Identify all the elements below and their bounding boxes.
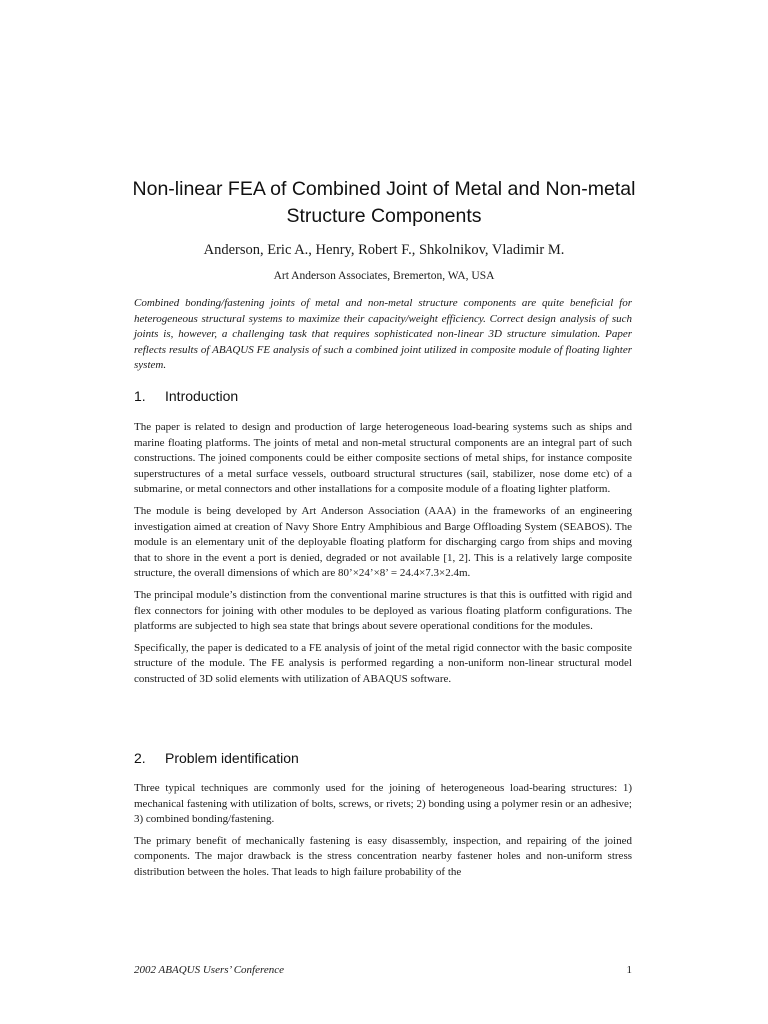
paragraph: The paper is related to design and production of large heterogeneous load-bearing systems such as ships and marine floating platforms. The joints of metal and non-metal structural components are an integral part of such constructions. The joined components could be either composite sections of metal ships, for instance composite superstructures of a metal surface vessels, outboard structural structures (sail, stabilizer, nose dome etc) of a submarine, or metal connectors and other installations for a composite module of a floating lighter platform. bbox=[134, 421, 632, 496]
section-title: Introduction bbox=[165, 388, 239, 404]
paper-abstract: Combined bonding/fastening joints of metal and non-metal structure components are quite beneficial for heterogeneous structural systems to maximize their capacity/weight efficiency. Correct design analysis of such joints is, however, a challenging task that requires sophisticated non-linear 3D structure simulation. Paper reflects results of ABAQUS FE analysis of such a combined joint utilized in composite module of floating lighter system. bbox=[134, 297, 632, 372]
section-number: 2. bbox=[134, 750, 146, 766]
paragraph: The primary benefit of mechanically fastening is easy disassembly, inspection, and repairing of the joined components. The major drawback is the stress concentration nearby fastener holes and non-uniform stress distribution between the holes. That leads to high failure probability of the bbox=[134, 834, 632, 878]
section-body-introduction bbox=[134, 420, 632, 694]
section-heading-introduction bbox=[134, 387, 238, 405]
footer-conference: 2002 ABAQUS Users’ Conference bbox=[134, 964, 285, 976]
section-heading-problem-identification bbox=[134, 749, 299, 767]
section-number: 1. bbox=[134, 388, 146, 404]
section-body-problem-identification bbox=[134, 781, 632, 887]
paper-affiliation: Art Anderson Associates, Bremerton, WA, USA bbox=[273, 270, 495, 282]
footer-page-number: 1 bbox=[626, 964, 632, 976]
paper-authors: Anderson, Eric A., Henry, Robert F., Shkolnikov, Vladimir M. bbox=[203, 242, 565, 258]
paragraph: Specifically, the paper is dedicated to a FE analysis of joint of the metal rigid connector with the basic composite structure of the module. The FE analysis is performed regarding a non-uniform non-linear structural model constructed of 3D solid elements with utilization of ABAQUS software. bbox=[134, 641, 632, 685]
paper-title: Non-linear FEA of Combined Joint of Metal and Non-metal Structure Components bbox=[132, 178, 636, 227]
paragraph: The module is being developed by Art Anderson Association (AAA) in the frameworks of an engineering investigation aimed at creation of Navy Shore Entry Amphibious and Barge Offloading System (SEABOS). The module is an elementary unit of the deployable floating platform for discharging cargo from ships and moving that to shore in the event a port is denied, degraded or not available [1, 2]. This is a relatively large composite structure, the overall dimensions of which are 80’×24’×8’ = 24.4×7.3×2.4m. bbox=[134, 504, 632, 580]
paragraph: Three typical techniques are commonly used for the joining of heterogeneous load-bearing structures: 1) mechanical fastening with utilization of bolts, screws, or rivets; 2) bonding using a polymer resin or an adhesive; 3) combined bonding/fastening. bbox=[134, 782, 632, 826]
section-title: Problem identification bbox=[165, 750, 299, 766]
paragraph: The principal module’s distinction from the conventional marine structures is that this is outfitted with rigid and flex connectors for joining with other modules to be deployed as various floating platform configurations. The platforms are subjected to high sea state that brings about severe operational conditions for the modules. bbox=[134, 588, 632, 633]
